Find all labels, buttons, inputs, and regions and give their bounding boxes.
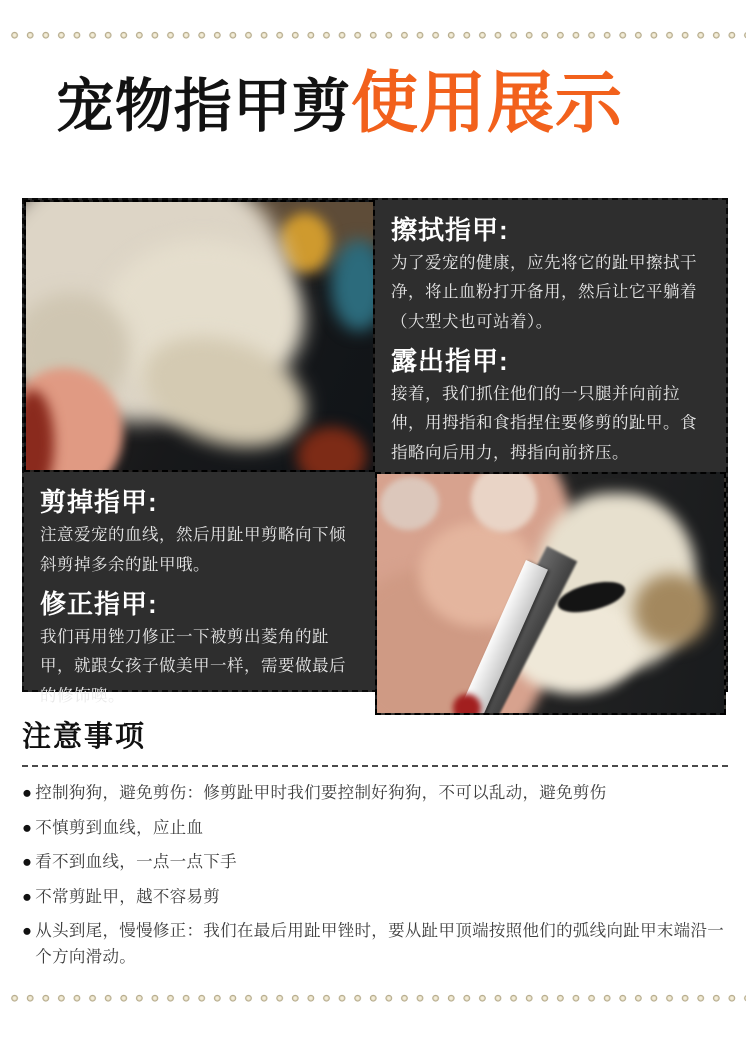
section-body-cut: 注意爱宠的血线，然后用趾甲剪略向下倾斜剪掉多余的趾甲哦。: [40, 526, 346, 574]
page-title-orange: 使用展示: [351, 66, 624, 141]
demo-panel: [22, 198, 728, 705]
bullet-icon: ●: [22, 853, 33, 872]
note-item: [22, 919, 728, 970]
paw-tan-patch: [634, 574, 710, 646]
notes-section: [22, 714, 728, 970]
notes-heading: 注意事项: [22, 714, 728, 767]
page-title-black: 宠物指甲剪: [56, 74, 352, 139]
note-text: 不慎剪到血线，应止血: [35, 818, 204, 837]
section-heading-wipe: 擦拭指甲:: [391, 215, 509, 245]
red-edge-blob: [297, 427, 366, 472]
panel-text-bottom-left: [24, 472, 375, 715]
notes-list: [22, 781, 728, 970]
panel-text-top-right: [375, 200, 726, 472]
section-heading-cut: 剪掉指甲:: [40, 487, 158, 518]
page-title: [56, 66, 750, 150]
photo-bg-teal-blur: [331, 240, 375, 331]
bead-border-top: [4, 29, 746, 39]
red-handle-blob: [453, 694, 481, 715]
bullet-icon: ●: [22, 922, 33, 941]
bead-border-bottom: [4, 992, 746, 1002]
note-item: [22, 816, 728, 842]
bullet-icon: ●: [22, 784, 33, 802]
note-text: 从头到尾，慢慢修正：我们在最后用趾甲锉时，要从趾甲顶端按照他们的弧线向趾甲末端沿一个方向滑动。: [35, 922, 725, 966]
note-item: [22, 885, 728, 911]
note-text: 看不到血线，一点一点下手: [35, 853, 237, 872]
nail-clipping-photo: [375, 472, 726, 715]
note-item: [22, 781, 728, 807]
section-heading-expose: 露出指甲:: [391, 346, 509, 377]
section-heading-file: 修正指甲:: [40, 588, 158, 619]
note-text: 不常剪趾甲，越不容易剪: [35, 887, 221, 906]
bullet-icon: ●: [22, 818, 33, 837]
note-item: [22, 850, 728, 876]
note-text: 控制狗狗，避免剪伤：修剪趾甲时我们要控制好狗狗，不可以乱动，避免剪伤: [35, 784, 607, 802]
dog-paw-photo: [24, 200, 375, 472]
bullet-icon: ●: [22, 887, 33, 906]
section-body-file: 我们再用锉刀修正一下被剪出菱角的趾甲，就跟女孩子做美甲一样，需要做最后的修饰噢。: [40, 627, 346, 705]
section-body-wipe: 为了爱宠的健康，应先将它的趾甲擦拭干净，将止血粉打开备用，然后让它平躺着（大型犬也可站着）。: [391, 254, 697, 331]
section-body-expose: 接着，我们抓住他们的一只腿并向前拉伸，用拇指和食指捏住要修剪的趾甲。食指略向后用力，拇指向前挤压。: [391, 385, 697, 462]
